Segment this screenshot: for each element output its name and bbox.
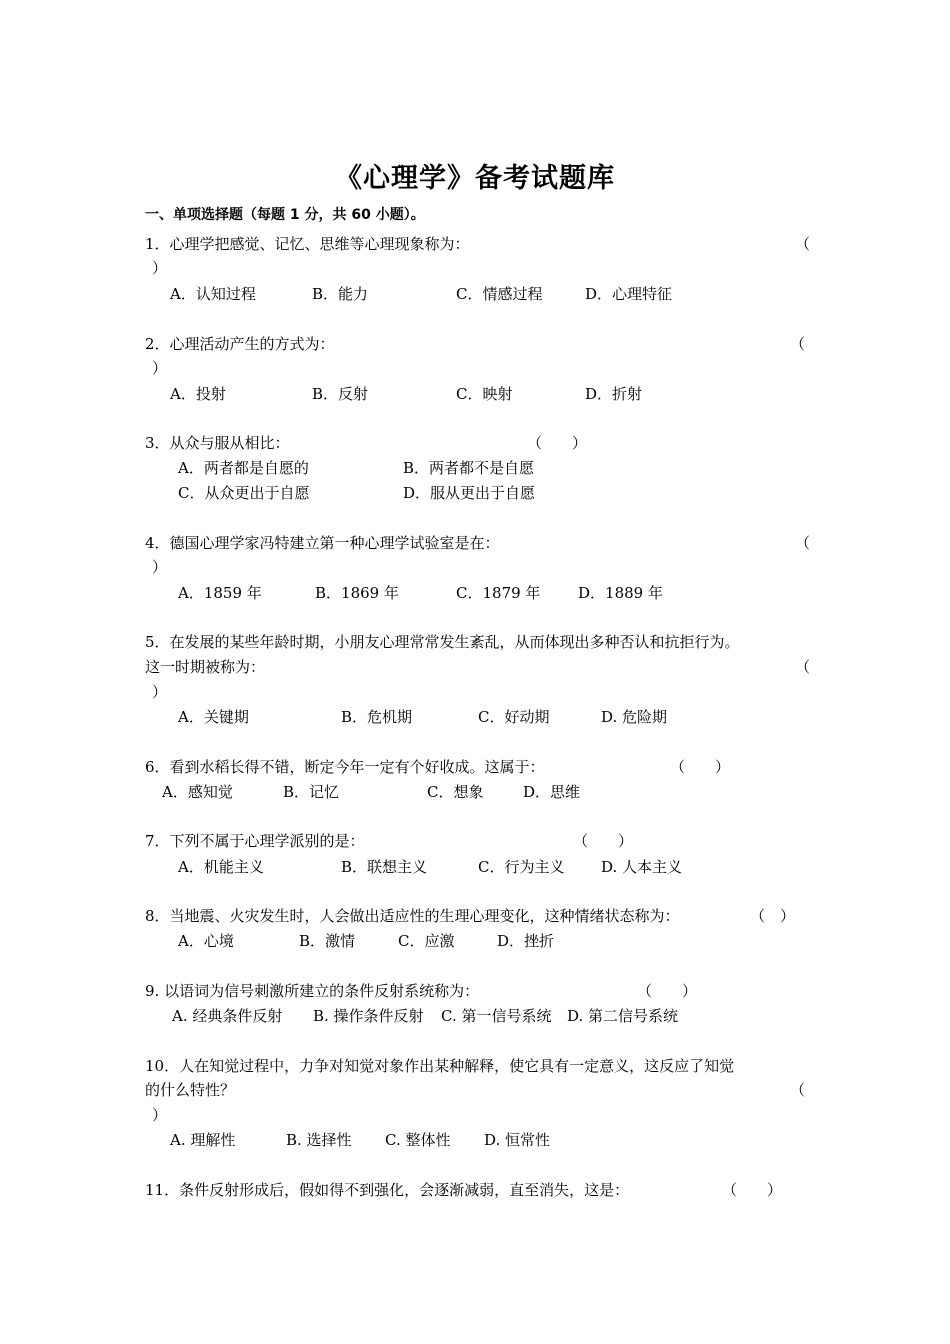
question-9-text: 9. 以语词为信号刺激所建立的条件反射系统称为： [145, 982, 480, 1000]
question-6-paren: （ ） [670, 758, 731, 776]
question-1-option-c: C．情感过程 [456, 285, 543, 303]
question-2-text: 2．心理活动产生的方式为： [145, 335, 335, 353]
question-2-paren-close: ） [152, 359, 168, 377]
question-3-option-b: B．两者都不是自愿 [403, 459, 535, 477]
question-9-paren: （ ） [637, 982, 698, 1000]
question-3-paren: （ ） [527, 434, 588, 452]
question-6-option-c: C．想象 [427, 783, 484, 801]
question-4-option-d: D．1889 年 [578, 584, 663, 602]
question-10-paren-open: （ [790, 1081, 806, 1099]
question-6-option-d: D．思维 [523, 783, 581, 801]
question-1-option-a: A．认知过程 [170, 285, 256, 303]
question-11-paren: （ ） [722, 1181, 783, 1199]
question-5-option-b: B．危机期 [341, 708, 413, 726]
question-9-option-d: D. 第二信号系统 [567, 1007, 679, 1025]
question-1-option-b: B．能力 [312, 285, 369, 303]
question-5-option-d: D. 危险期 [601, 708, 668, 726]
question-8-option-d: D．挫折 [497, 932, 555, 950]
question-3-option-c: C．从众更出于自愿 [178, 484, 310, 502]
question-6-option-b: B．记忆 [283, 783, 340, 801]
question-10-option-a: A. 理解性 [170, 1131, 236, 1149]
question-1-text: 1．心理学把感觉、记忆、思维等心理现象称为： [145, 235, 470, 253]
question-2-paren-open: （ [790, 335, 806, 353]
question-4-option-a: A．1859 年 [178, 584, 262, 602]
question-5-option-c: C．好动期 [478, 708, 550, 726]
document-title: 《心理学》备考试题库 [335, 163, 615, 194]
question-2-option-a: A．投射 [170, 385, 226, 403]
question-9-option-c: C. 第一信号系统 [441, 1007, 552, 1025]
question-11-text: 11．条件反射形成后，假如得不到强化，会逐渐减弱，直至消失，这是： [145, 1181, 630, 1199]
question-4-option-b: B．1869 年 [315, 584, 399, 602]
question-9-option-a: A. 经典条件反射 [172, 1007, 283, 1025]
question-8-option-a: A．心境 [178, 932, 234, 950]
question-7-option-d: D. 人本主义 [601, 858, 683, 876]
question-1-option-d: D．心理特征 [585, 285, 673, 303]
question-5-paren-open: （ [795, 658, 811, 676]
question-10-option-c: C. 整体性 [385, 1131, 451, 1149]
question-10-option-d: D. 恒常性 [484, 1131, 551, 1149]
question-7-option-c: C．行为主义 [478, 858, 565, 876]
question-4-paren-open: （ [795, 534, 811, 552]
question-10-text-continued: 的什么特性？ [145, 1081, 236, 1099]
question-3-text: 3．从众与服从相比： [145, 434, 290, 452]
question-7-option-b: B．联想主义 [341, 858, 428, 876]
question-6-option-a: A．感知觉 [162, 783, 233, 801]
question-4-text: 4．德国心理学家冯特建立第一种心理学试验室是在： [145, 534, 500, 552]
question-5-text: 5．在发展的某些年龄时期，小朋友心理常常发生紊乱，从而体现出多种否认和抗拒行为。 [145, 633, 740, 651]
question-7-text: 7．下列不属于心理学派别的是： [145, 832, 365, 850]
question-5-text-continued: 这一时期被称为： [145, 658, 266, 676]
question-7-paren: （ ） [573, 832, 634, 850]
question-6-text: 6．看到水稻长得不错，断定今年一定有个好收成。这属于： [145, 758, 545, 776]
question-10-option-b: B. 选择性 [286, 1131, 352, 1149]
question-8-text: 8．当地震、火灾发生时，人会做出适应性的生理心理变化，这种情绪状态称为： [145, 907, 680, 925]
question-1-paren-close: ） [152, 259, 168, 277]
question-2-option-c: C．映射 [456, 385, 513, 403]
section-heading: 一、单项选择题（每题 1 分，共 60 小题）。 [145, 207, 425, 223]
question-10-paren-close: ） [152, 1106, 168, 1124]
question-4-option-c: C．1879 年 [456, 584, 541, 602]
question-8-option-b: B．激情 [299, 932, 356, 950]
question-1-paren-open: （ [795, 235, 811, 253]
question-2-option-b: B．反射 [312, 385, 369, 403]
question-9-option-b: B. 操作条件反射 [313, 1007, 424, 1025]
question-4-paren-close: ） [152, 558, 168, 576]
question-10-text: 10．人在知觉过程中，力争对知觉对象作出某种解释，使它具有一定意义，这反应了知觉 [145, 1057, 735, 1075]
question-7-option-a: A．机能主义 [178, 858, 264, 876]
question-2-option-d: D．折射 [585, 385, 643, 403]
question-8-option-c: C．应激 [398, 932, 455, 950]
question-3-option-a: A．两者都是自愿的 [178, 459, 309, 477]
question-5-option-a: A．关键期 [178, 708, 249, 726]
question-5-paren-close: ） [152, 683, 168, 701]
question-3-option-d: D．服从更出于自愿 [403, 484, 536, 502]
question-8-paren: （ ） [750, 907, 796, 925]
